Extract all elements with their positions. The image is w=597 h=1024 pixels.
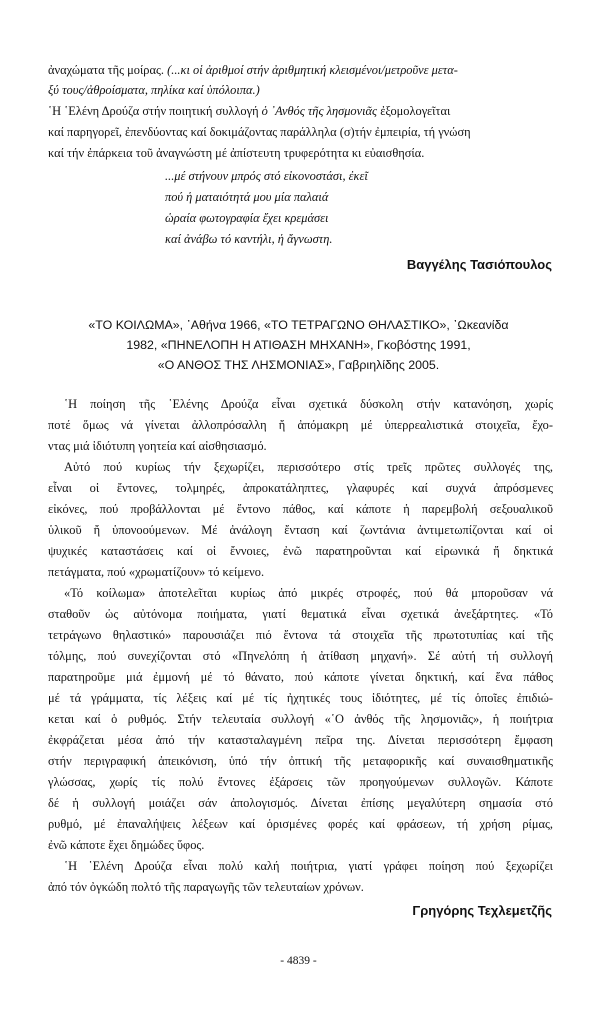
review-line: ἀπό τόν ὀγκώδη πολτό τῆς παραγωγῆς τῶν τελευταίων χρόνων. xyxy=(48,880,364,894)
review-line: ἐνῶ κάποτε ἔχει δημώδες ὕφος. xyxy=(48,838,205,852)
review-line: εἶναι οἱ ἔντονες, τολμηρές, ἀπροκατάληπτες, γλαφυρές καί συχνά ἀπρόσμενες xyxy=(48,481,553,495)
review-line: δέ ἡ συλλογή μοιάζει σάν ἀπολογισμός. Δίνεται ἐπίσης μεγαλύτερη σημασία στό xyxy=(48,796,553,810)
book-reference-line: «Ο ΑΝΘΟΣ ΤΗΣ ΛΗΣΜΟΝΙΑΣ», Γαβριηλίδης 2005. xyxy=(157,358,440,372)
review-line: σταθοῦν ὡς αὐτόνομα ποιήματα, γιατί θεματικά εἶναι σχετικά ἀνεξάρτητες. «Τό xyxy=(48,607,553,621)
text-span: ῾Η ῾Ελένη Δρούζα στήν ποιητική συλλογή xyxy=(48,104,262,118)
text-line: καί τήν ἐπάρκεια τοῦ ἀναγνώστη μέ ἀπίστευτη τρυφερότητα κι εὐαισθησία. xyxy=(48,146,425,160)
poem-line: πού ἡ ματαιότητά μου μία παλαιά xyxy=(165,190,329,204)
text-line: καί παρηγορεῖ, ἐπενδύοντας καί δοκιμάζοντας παράλληλα (σ)τήν ἐμπειρία, τή γνώση xyxy=(48,125,471,139)
review-line: «Τό κοίλωμα» ἀποτελεῖται κυρίως ἀπό μικρές στροφές, πού θά μποροῦσαν νά xyxy=(64,586,553,600)
review-line: ποτέ ὅμως νά γίνεται ἀλλοπρόσαλλη ἤ ἀπόμακρη μέ ὑπερρεαλιστικά στοιχεῖα, ἔχο- xyxy=(48,418,553,432)
text-line: ξύ τους/ἀθροίσματα, πηλίκα καί ὑπόλοιπα.) xyxy=(48,83,260,97)
poem-line: καί ἀνάβω τό καντήλι, ἡ ἄγνωστη. xyxy=(165,232,333,246)
review-line: τόλμης, πού συνεχίζονται στό «Πηνελόπη ἡ ἀτίθαση μηχανή». Σέ αὐτή τή συλλογή xyxy=(48,649,553,663)
review-line: ῾Η ῾Ελένη Δρούζα εἶναι πολύ καλή ποιήτρια, γιατί γράφει ποίηση πού ξεχωρίζει xyxy=(64,859,553,873)
page-number: - 4839 - xyxy=(280,955,317,967)
italic-span: (...κι οἱ ἀριθμοί στήν ἀριθμητική κλεισμένοι/μετροῦνε μετα- xyxy=(167,63,458,77)
book-reference-line: 1982, «ΠΗΝΕΛΟΠΗ Η ΑΤΙΘΑΣΗ ΜΗΧΑΝΗ», Γκοβόστης 1991, xyxy=(126,338,471,352)
review-line: κεται καί ὁ ρυθμός. Στήν τελευταία συλλογή «῾Ο ἀνθός τῆς λησμονιᾶς», ἡ ποιήτρια xyxy=(48,712,553,726)
review-line: Αὐτό πού κυρίως τήν ξεχωρίζει, περισσότερο στίς τρεῖς πρῶτες συλλογές της, xyxy=(64,460,553,474)
poem-line: ...μέ στήνουν μπρός στό εἰκονοστάσι, ἐκεῖ xyxy=(165,169,368,183)
review-line: ψυχικές καταστάσεις καί οἱ ἔννοιες, ἐνῶ παρατηροῦνται καί εἰρωνικά ἤ δηκτικά xyxy=(48,544,553,558)
author-signature: Γρηγόρης Τεχλεμετζῆς xyxy=(412,903,552,918)
review-line: ἐκφράζεται μέσα ἀπό τήν κατασταλαγμένη πεῖρα της. Δίνεται περισσότερη ἔμφαση xyxy=(48,733,553,747)
author-signature: Βαγγέλης Τασιόπουλος xyxy=(406,257,552,272)
text-span: ἀναχώματα τῆς μοίρας. xyxy=(48,63,168,77)
text-span: ἐξομολογεῖται xyxy=(377,104,451,118)
review-line: τετράγωνο θηλαστικό» παρουσιάζει πιό ἔντονα τά στοιχεῖα τῆς πρωτοτυπίας καί τῆς xyxy=(48,628,553,642)
review-line: παρατηροῦμε μιά ἐμμονή μέ τό θάνατο, πού κάποτε γίνεται δηκτική, καί ἕνα πάθος xyxy=(48,670,553,684)
review-line: πετάγματα, πού «χρωματίζουν» τό κείμενο. xyxy=(48,565,265,579)
book-reference-line: «ΤΟ ΚΟΙΛΩΜΑ», ᾿Αθήνα 1966, «ΤΟ ΤΕΤΡΑΓΩΝΟ ΘΗΛΑΣΤΙΚΟ», ᾿Ωκεανίδα xyxy=(88,318,509,332)
review-line: ὑλικοῦ ἤ ὑπονοούμενων. Μέ ἀνάλογη ἔνταση καί ζωντάνια ἀντιμετωπίζονται καί οἱ xyxy=(48,523,553,537)
review-line: μέ τά γράμματα, τίς λέξεις καί μέ τίς ἠχητικές τους ἰδιότητες, μέ τίς ὁποῖες ἐπιδιώ- xyxy=(48,691,553,705)
book-title: ὁ ᾿Ανθός τῆς λησμονιᾶς xyxy=(261,104,378,118)
review-line: στήν περιγραφική ἀπεικόνιση, ὑπό τήν ὀπτική τῆς μεταφορικῆς καί συναισθηματικῆς xyxy=(48,754,553,768)
review-line: ρυθμό, μέ ἐπαναλήψεις λέξεων καί ὁρισμένες φορές καί φράσεων, τή χρήση ρίμας, xyxy=(48,817,553,831)
text-line xyxy=(48,105,450,117)
review-line: γλώσσας, χωρίς τίς πολύ ἔντονες ἐξάρσεις τῶν προηγούμενων συλλογῶν. Κάποτε xyxy=(48,775,553,789)
review-line: ντας μιά ἰδιότυπη γοητεία καί αἰσθησιασμό. xyxy=(48,439,267,453)
poem-line: ὡραία φωτογραφία ἔχει κρεμάσει xyxy=(165,211,329,225)
text-line xyxy=(48,64,458,76)
review-line: ῾Η ποίηση τῆς ῾Ελένης Δρούζα εἶναι σχετικά δύσκολη στήν κατανόηση, χωρίς xyxy=(64,397,553,411)
review-line: εἰκόνες, πού προβάλλονται μέ ἔντονο πάθος, καί κάποτε ἡ παρεμβολή σεξουαλικοῦ xyxy=(48,502,553,516)
